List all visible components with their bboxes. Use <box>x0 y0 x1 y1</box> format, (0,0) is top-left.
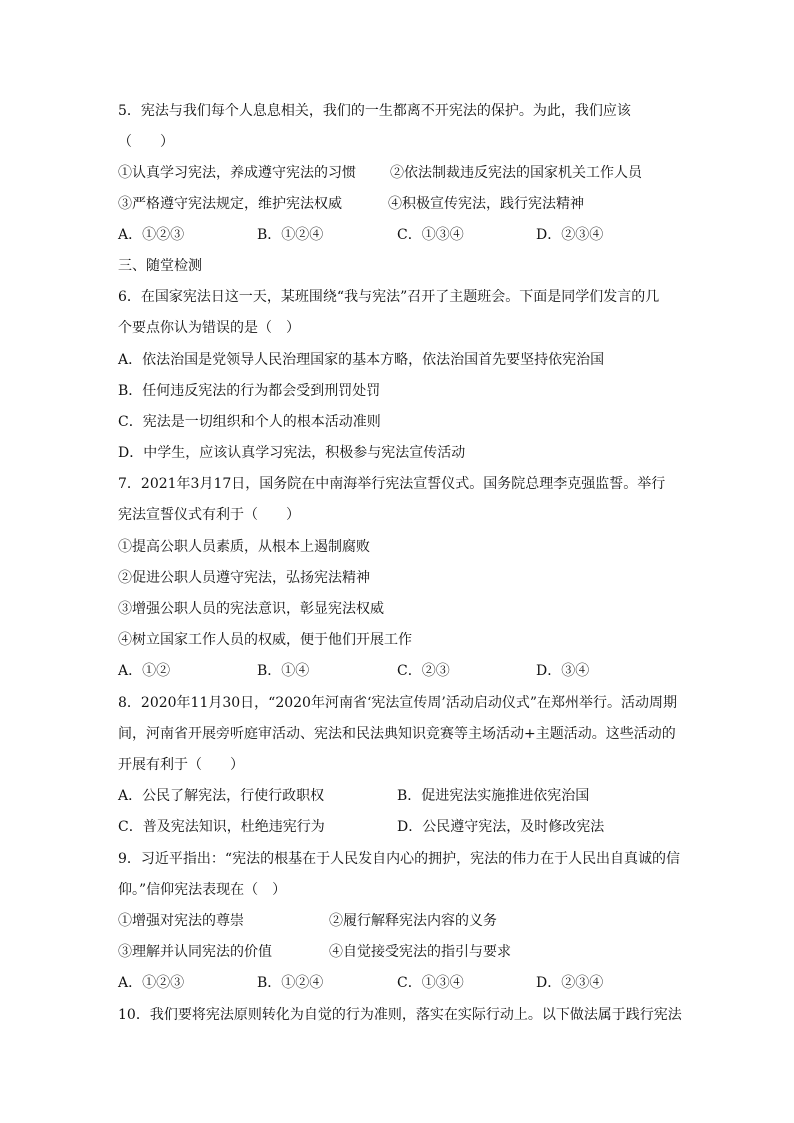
q8-stem-line-2: 间，河南省开展旁听庭审活动、宪法和民法典知识竞赛等主场活动+主题活动。这些活动的 <box>118 726 676 742</box>
q8-option-d: D．公民遵守宪法，及时修改宪法 <box>397 819 605 835</box>
q5-option-d: D．②③④ <box>536 227 604 243</box>
q7-option-a: A．①② <box>118 663 171 679</box>
q5-option-b: B．①②④ <box>257 227 324 243</box>
q10-stem-line-1: 10．我们要将宪法原则转化为自觉的行为准则，落实在实际行动上。以下做法属于践行宪法 <box>118 1007 682 1023</box>
q5-item-2: ②依法制裁违反宪法的国家机关工作人员 <box>390 165 642 181</box>
q7-option-c: C．②③ <box>397 663 450 679</box>
q9-option-a: A．①②③ <box>118 975 185 991</box>
q6-option-a: A．依法治国是党领导人民治理国家的基本方略，依法治国首先要坚持依宪治国 <box>118 352 605 368</box>
q5-item-3: ③严格遵守宪法规定，维护宪法权威 <box>118 196 342 212</box>
q8-option-a: A．公民了解宪法，行使行政职权 <box>118 788 325 804</box>
q9-option-b: B．①②④ <box>257 975 324 991</box>
q9-item-1: ①增强对宪法的尊崇 <box>118 913 244 929</box>
q6-option-b: B．任何违反宪法的行为都会受到刑罚处罚 <box>118 383 381 399</box>
q8-stem-line-3: 开展有利于（ ） <box>118 757 244 773</box>
q7-option-b: B．①④ <box>257 663 310 679</box>
q9-item-2: ②履行解释宪法内容的义务 <box>329 913 497 929</box>
q6-option-d: D．中学生，应该认真学习宪法，积极参与宪法宣传活动 <box>118 445 466 461</box>
q5-stem-line-2: （ ） <box>118 134 174 150</box>
q7-stem-line-1: 7．2021年3月17日，国务院在中南海举行宪法宣誓仪式。国务院总理李克强监誓。举行 <box>118 476 666 492</box>
q7-option-d: D．③④ <box>536 663 590 679</box>
q5-stem-line-1: 5．宪法与我们每个人息息相关，我们的一生都离不开宪法的保护。为此，我们应该 <box>118 103 631 119</box>
q5-item-1: ①认真学习宪法，养成遵守宪法的习惯 <box>118 165 356 181</box>
q6-stem-line-2: 个要点你认为错误的是（ ） <box>118 320 300 336</box>
q7-item-4: ④树立国家工作人员的权威，便于他们开展工作 <box>118 632 412 648</box>
q8-option-b: B．促进宪法实施推进依宪治国 <box>397 788 590 804</box>
q7-stem-line-2: 宪法宣誓仪式有利于（ ） <box>118 507 300 523</box>
q7-item-2: ②促进公职人员遵守宪法，弘扬宪法精神 <box>118 570 370 586</box>
q9-option-d: D．②③④ <box>536 975 604 991</box>
q5-item-4: ④积极宣传宪法，践行宪法精神 <box>388 196 584 212</box>
q5-option-a: A．①②③ <box>118 227 185 243</box>
q7-item-3: ③增强公职人员的宪法意识，彰显宪法权威 <box>118 601 384 617</box>
q5-option-c: C．①③④ <box>397 227 464 243</box>
q9-option-c: C．①③④ <box>397 975 464 991</box>
q9-stem-line-2: 仰。”信仰宪法表现在（ ） <box>118 882 287 898</box>
q8-stem-line-1: 8．2020年11月30日，“2020年河南省‘宪法宣传周’活动启动仪式”在郑州举行。活动周期 <box>118 695 678 711</box>
q6-option-c: C．宪法是一切组织和个人的根本活动准则 <box>118 414 381 430</box>
section-title: 三、随堂检测 <box>118 258 202 274</box>
q7-item-1: ①提高公职人员素质，从根本上遏制腐败 <box>118 539 370 555</box>
q6-stem-line-1: 6．在国家宪法日这一天，某班围绕“我与宪法”召开了主题班会。下面是同学们发言的几 <box>118 289 660 305</box>
q9-item-4: ④自觉接受宪法的指引与要求 <box>329 944 511 960</box>
q9-item-3: ③理解并认同宪法的价值 <box>118 944 272 960</box>
q8-option-c: C．普及宪法知识，杜绝违宪行为 <box>118 819 325 835</box>
q9-stem-line-1: 9．习近平指出：“宪法的根基在于人民发自内心的拥护，宪法的伟力在于人民出自真诚的信 <box>118 851 681 867</box>
